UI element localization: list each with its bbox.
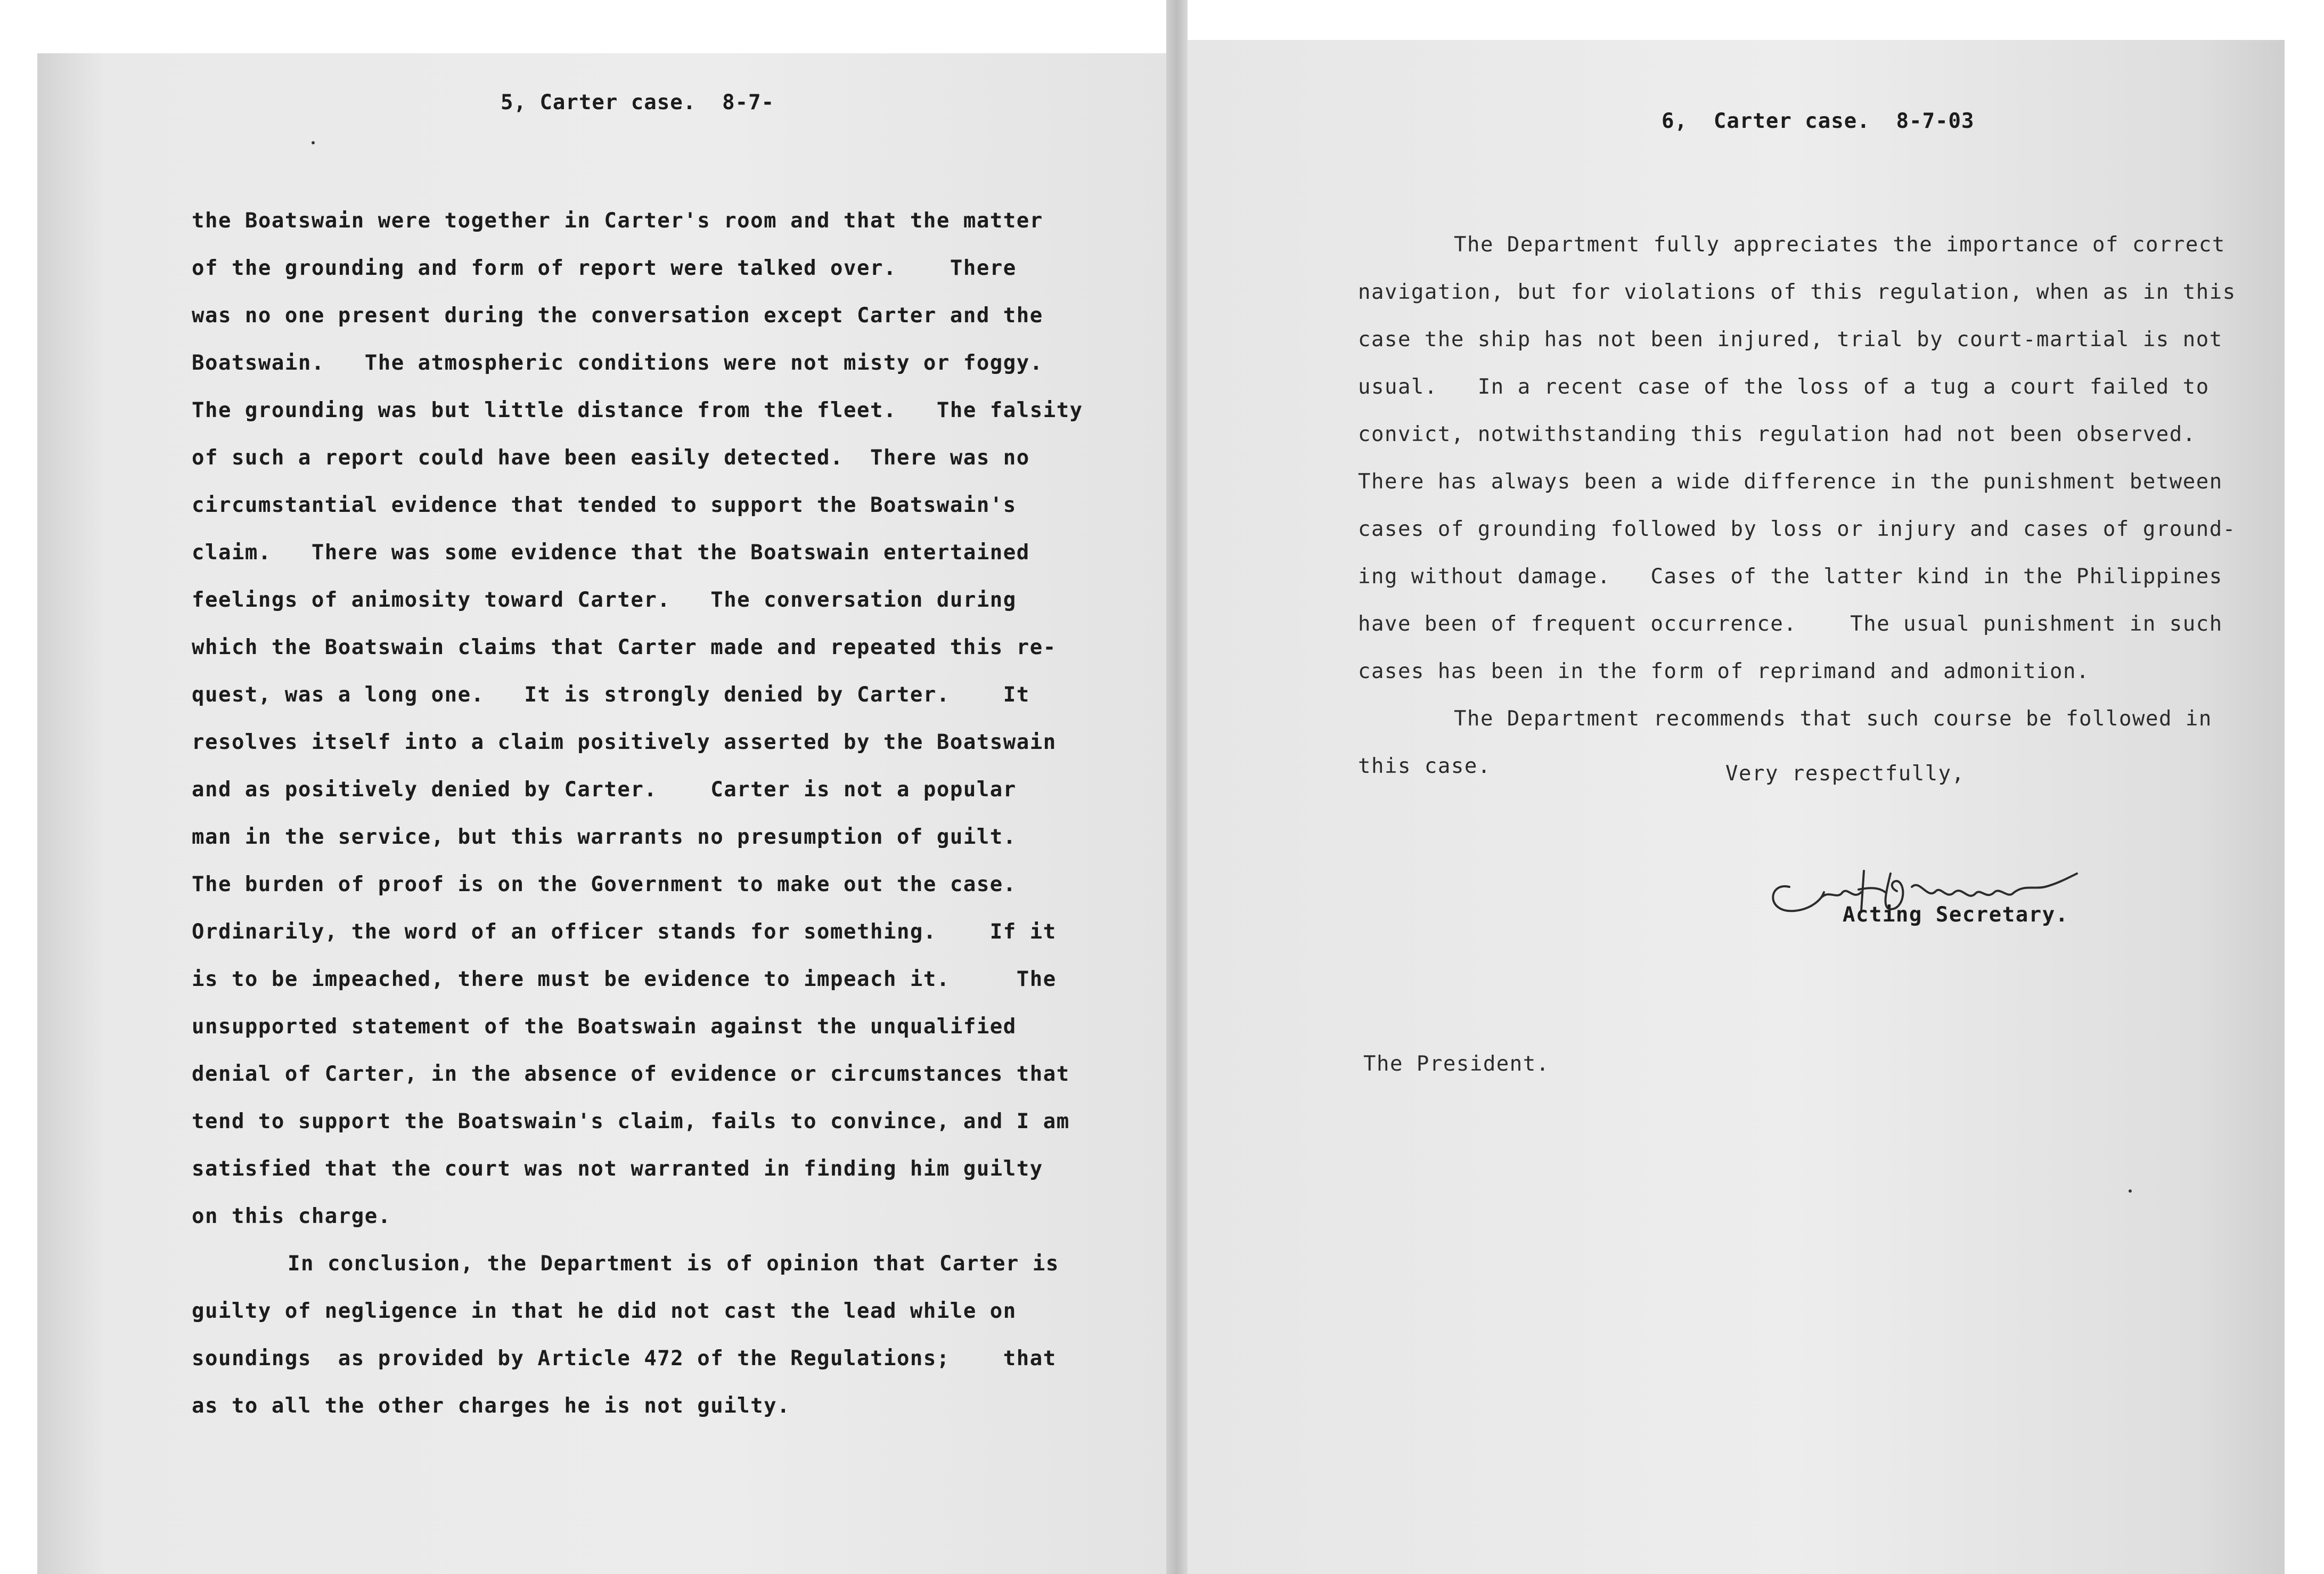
body-line: Boatswain. The atmospheric conditions were not misty or foggy.	[192, 351, 1043, 375]
right-page	[1188, 40, 2285, 1574]
conclusion-line: In conclusion, the Department is of opinion that Carter is	[288, 1252, 1059, 1276]
recommendation-line: this case.	[1358, 754, 1491, 778]
body-line: navigation, but for violations of this regulation, when as in this	[1358, 280, 2236, 304]
body-line: quest, was a long one. It is strongly denied by Carter. It	[192, 683, 1030, 707]
closing-salutation: Very respectfully,	[1725, 762, 1965, 786]
body-line: cases of grounding followed by loss or injury and cases of ground-	[1358, 517, 2236, 541]
body-line: tend to support the Boatswain's claim, fails to convince, and I am	[192, 1110, 1070, 1133]
paper-speck	[2129, 1189, 2132, 1193]
body-line: unsupported statement of the Boatswain against the unqualified	[192, 1015, 1017, 1039]
body-line: which the Boatswain claims that Carter made and repeated this re-	[192, 635, 1057, 659]
left-page-body	[192, 197, 1083, 1430]
body-line: convict, notwithstanding this regulation had not been observed.	[1358, 422, 2196, 446]
conclusion-line: guilty of negligence in that he did not cast the lead while on	[192, 1299, 1017, 1323]
body-line: is to be impeached, there must be evidence to impeach it. The	[192, 967, 1057, 991]
right-page-body	[1358, 221, 2236, 790]
body-line: denial of Carter, in the absence of evidence or circumstances that	[192, 1062, 1070, 1086]
left-page	[37, 53, 1166, 1574]
body-line: The grounding was but little distance from the fleet. The falsity	[192, 398, 1083, 422]
body-line: on this charge.	[192, 1204, 391, 1228]
body-line: circumstantial evidence that tended to support the Boatswain's	[192, 493, 1017, 517]
body-line: of such a report could have been easily detected. There was no	[192, 446, 1030, 470]
body-line: feelings of animosity toward Carter. The conversation during	[192, 588, 1017, 612]
body-line: usual. In a recent case of the loss of a tug a court failed to	[1358, 375, 2210, 399]
paper-speck	[312, 141, 315, 144]
right-page-header: 6, Carter case. 8-7-03	[1662, 109, 1975, 133]
body-line: claim. There was some evidence that the Boatswain entertained	[192, 541, 1030, 565]
recommendation-line: The Department recommends that such course be followed in	[1454, 707, 2212, 731]
body-line: man in the service, but this warrants no presumption of guilt.	[192, 825, 1017, 849]
body-line: The Department fully appreciates the importance of correct	[1454, 233, 2225, 257]
body-line: Ordinarily, the word of an officer stands for something. If it	[192, 920, 1057, 944]
body-line: have been of frequent occurrence. The usual punishment in such	[1358, 612, 2223, 636]
conclusion-line: as to all the other charges he is not guilty.	[192, 1394, 791, 1418]
body-line: satisfied that the court was not warranted in finding him guilty	[192, 1157, 1043, 1181]
body-line: The burden of proof is on the Government to make out the case.	[192, 872, 1017, 896]
body-line: ing without damage. Cases of the latter kind in the Philippines	[1358, 565, 2223, 589]
body-line: case the ship has not been injured, trial by court-martial is not	[1358, 328, 2223, 352]
body-line: of the grounding and form of report were talked over. There	[192, 256, 1017, 280]
body-line: was no one present during the conversation except Carter and the	[192, 304, 1043, 328]
signature-title: Acting Secretary.	[1843, 903, 2069, 927]
body-line: cases has been in the form of reprimand and admonition.	[1358, 659, 2090, 683]
page-gutter	[1166, 0, 1188, 1574]
addressee: The President.	[1363, 1052, 1550, 1076]
conclusion-line: soundings as provided by Article 472 of the Regulations; that	[192, 1347, 1057, 1371]
body-line: and as positively denied by Carter. Carter is not a popular	[192, 778, 1017, 802]
body-line: There has always been a wide difference in the punishment between	[1358, 470, 2223, 494]
left-page-header: 5, Carter case. 8-7-	[501, 91, 775, 115]
body-line: the Boatswain were together in Carter's room and that the matter	[192, 209, 1043, 233]
body-line: resolves itself into a claim positively asserted by the Boatswain	[192, 730, 1057, 754]
